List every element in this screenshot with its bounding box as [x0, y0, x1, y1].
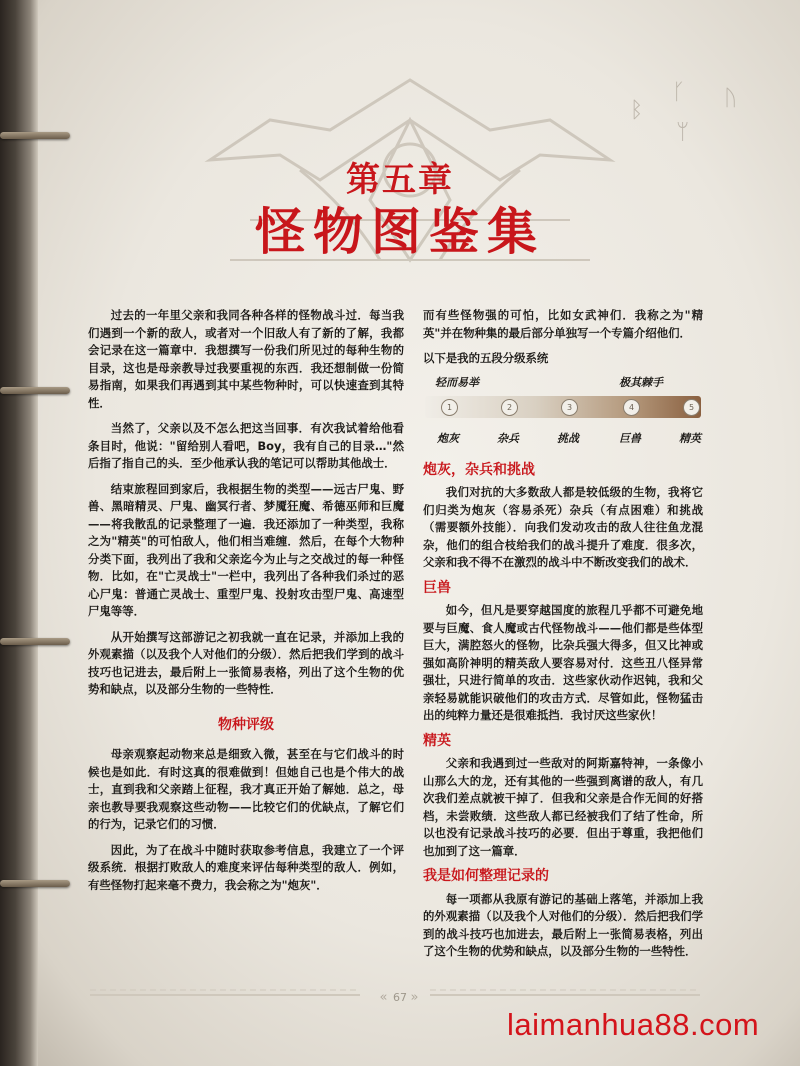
binding-thread — [0, 132, 70, 139]
scale-level-label: 炮灰 — [437, 431, 459, 445]
paragraph: 过去的一年里父亲和我同各种各样的怪物战斗过．每当我们遇到一个新的敌人，或者对一个旧敌人有了新的了解，我都会记录在这一篇章中．我想撰写一份我们所见过的每种生物的目录，这也是母亲教导过我要重视的东西．我还想制做一份简易指南，如果我们再遇到其中某些物种时，可以快速查到其特性． — [88, 308, 404, 410]
section-heading: 精英 — [423, 732, 451, 749]
rating-scale — [423, 370, 703, 456]
section-heading: 我是如何整理记录的 — [423, 868, 549, 884]
paragraph: 而有些怪物强的可怕，比如女武神们．我称之为"精英"并在物种集的最后部分单独写一个专篇介绍他们． — [423, 308, 703, 340]
paragraph: 因此，为了在战斗中随时获取参考信息，我建立了一个评级系统．根据打败敌人的难度来评估每种类型的敌人．例如，有些怪物打起来毫不费力，我会称之为"炮灰"． — [88, 842, 404, 892]
paragraph: 从开始撰写这部游记之初我就一直在记录，并添加上我的外观素描（以及我个人对他们的分级）．然后把我们学到的战斗技巧也记进去，最后附上一张简易表格，列出了这个生物的优势和缺点，以及部分生物的一些特性． — [88, 629, 404, 696]
page-number-area — [0, 990, 800, 1005]
scale-easy-label: 轻而易举 — [435, 375, 479, 389]
page-title: 怪物图鉴集 — [255, 202, 545, 261]
scale-dot: 3 — [561, 399, 578, 416]
paragraph: 结束旅程回到家后，我根据生物的类型——远古尸鬼、野兽、黑暗精灵、尸鬼、幽冥行者、梦魇狂魔、希德巫师和巨魔——将我散乱的记录整理了一遍．我还添加了一种类型，我称之为"精英"的可怕敌人，他们相当难缠．然后，在每个大物种分类下面，我列出了我和父亲迄今为止与之交战过的每一种怪物．比如，在"亡灵战士"一栏中，我列出了各种我们杀过的恶心尸鬼：普通亡灵战士、重型尸鬼、投射攻击型尸鬼、高速型尸鬼等等． — [88, 481, 404, 618]
paragraph: 当然了，父亲以及不怎么把这当回事．有次我试着给他看条目时，他说："留给别人看吧，Boy，我有自己的目录…"然后指了指自己的头．至少他承认我的笔记可以帮助其他战士． — [88, 421, 404, 470]
paragraph: 我们对抗的大多数敌人都是较低级的生物，我将它们归类为炮灰（容易杀死）杂兵（有点困难）和挑战（需要额外技能）．向我们发动攻击的敌人往往鱼龙混杂，他们的组合枝给我们的战斗提升了难度．很多次，父亲和我不得不在激烈的战斗中不断改变我们的战术． — [423, 485, 703, 569]
scale-hard-label: 极其棘手 — [619, 375, 663, 389]
left-chevron-icon: « — [379, 990, 390, 1005]
binding-thread — [0, 387, 70, 394]
scale-intro: 以下是我的五段分级系统 — [423, 351, 549, 365]
scale-dot: 2 — [501, 399, 518, 416]
scale-dot: 4 — [623, 399, 640, 416]
paragraph: 每一项都从我原有游记的基础上落笔，并添加上我的外观素描（以及我个人对他们的分级）．然后把我们学到的战斗技巧也加进去，最后附上一张简易表格，列出了这个生物的优势和缺点，以及部分生物的一些特性． — [423, 891, 703, 958]
right-column — [423, 307, 703, 969]
chapter-number: 第五章 — [346, 160, 454, 200]
section-heading: 炮灰，杂兵和挑战 — [423, 461, 535, 478]
rune-decoration: ᛒ ᚴ ᛘ ᚢ — [630, 80, 738, 145]
scale-level-label: 杂兵 — [497, 431, 519, 445]
left-column — [88, 307, 404, 902]
binding-thread — [0, 638, 70, 645]
paragraph: 母亲观察起动物来总是细致入微，甚至在与它们战斗的时候也是如此．有时这真的很难做到！但她自己也是个伟大的战士，直到我和父亲踏上征程，我才真正开始了解她．总之，母亲也教导要我观察这些动物——比较它们的优缺点，了解它们的行为，记录它们的习惯． — [88, 747, 404, 831]
site-watermark: laimanhua88.com — [507, 1007, 760, 1042]
scale-gradient-bar — [425, 396, 701, 418]
scale-level-label: 挑战 — [557, 431, 579, 445]
scale-level-label: 巨兽 — [619, 431, 641, 445]
page-number: 67 — [393, 991, 407, 1004]
scale-dot: 5 — [683, 399, 700, 416]
section-heading: 物种评级 — [218, 716, 274, 733]
paragraph: 如今，但凡是要穿越国度的旅程几乎都不可避免地要与巨魔、食人魔或古代怪物战斗——他们都是些体型巨大，满腔怒火的怪物，比杂兵强大得多，但又比神或强如高阶神明的精英敌人要容易对付．这些丑八怪异常强壮，只进行简单的攻击．这些家伙动作迟钝，我和父亲轻易就能识破他们的攻击方式．尽管如此，怪物猛击出的纯粹力量还是很难抵挡．我讨厌这些家伙！ — [423, 603, 703, 722]
paragraph: 父亲和我遇到过一些敌对的阿斯嘉特神，一条像小山那么大的龙，还有其他的一些强到离谱的敌人，有几次我们差点就被干掉了．但我和父亲是合作无间的好搭档，未尝败绩．这些敌人都已经被我们了结了性命，所以也没有记录战斗技巧的必要．但出于尊重，我把他们也加到了这一篇章． — [423, 756, 703, 858]
scale-dot: 1 — [441, 399, 458, 416]
binding-thread — [0, 880, 70, 887]
section-heading: 巨兽 — [423, 579, 451, 596]
right-chevron-icon: » — [410, 990, 421, 1005]
scale-level-label: 精英 — [679, 431, 701, 445]
